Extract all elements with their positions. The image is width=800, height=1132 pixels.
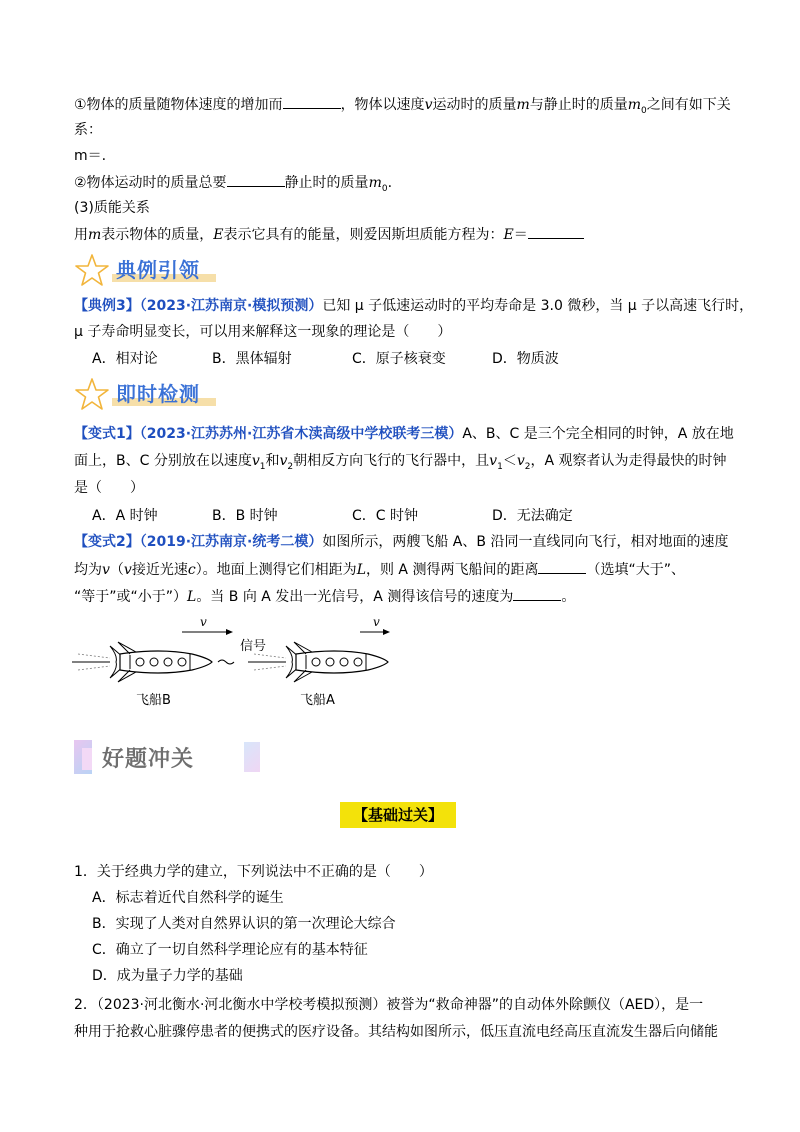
subscript: 1 <box>497 461 503 472</box>
text-segment: 和 <box>265 453 280 469</box>
text-segment: 均为 <box>74 562 102 578</box>
text-segment: 。当 B 向 A 发出一光信号，A 测得该信号的速度为 <box>196 589 514 605</box>
decor-block <box>82 748 92 770</box>
var-L: L <box>187 589 197 605</box>
subscript: 0 <box>641 105 647 116</box>
answer-blank[interactable] <box>283 94 341 109</box>
option-c[interactable]: C．原子核衰变 <box>352 351 446 367</box>
text-segment: ）。地面上测得它们相距为 <box>195 562 357 578</box>
spaceship-a-icon <box>248 642 388 682</box>
text-segment: 面上，B、C 分别放在以速度 <box>74 453 252 469</box>
option-b[interactable]: B．B 时钟 <box>212 508 278 524</box>
variant-line: 是（ ） <box>74 480 144 496</box>
text-segment: ，则 A 测得两飞船间的距离 <box>365 562 539 578</box>
example-tag: 【典例3】 <box>74 298 140 314</box>
option-d[interactable]: D．物质波 <box>492 351 559 367</box>
text-segment: A、B、C 是三个完全相同的时钟，A 放在地 <box>462 426 734 442</box>
text-segment: ＝ <box>513 227 528 243</box>
example-line <box>74 296 753 316</box>
source-label: （2019·江苏南京·统考二模） <box>139 534 323 550</box>
velocity-label-b: v <box>200 615 207 629</box>
subscript: 0 <box>381 183 388 194</box>
text-segment: . <box>387 175 393 191</box>
text-segment: 已知 μ 子低速运动时的平均寿命是 3.0 微秒，当 μ 子以高速飞行时， <box>322 298 754 314</box>
section-header-dianli <box>74 252 234 288</box>
example-line: μ 子寿命明显变长，可以用来解释这一现象的理论是（ ） <box>74 324 452 340</box>
text-segment: 朝相反方向飞行的飞行器中，且 <box>293 453 490 469</box>
option-b[interactable]: B．黑体辐射 <box>212 351 292 367</box>
less-than: ＜ <box>502 453 517 469</box>
var-L: L <box>356 562 366 578</box>
text-segment: 表示它具有的能量，则爱因斯坦质能方程为： <box>223 227 504 243</box>
question-stem: 种用于抢救心脏骤停患者的便携式的医疗设备。其结构如图所示，低压直流电经高压直流发生器后向储能 <box>74 1024 718 1040</box>
text-line <box>74 94 731 121</box>
var-v: v <box>123 562 132 578</box>
var-m0: m <box>627 97 642 113</box>
text-line <box>74 224 584 245</box>
option-c[interactable]: C．确立了一切自然科学理论应有的基本特征 <box>92 942 368 958</box>
text-segment: ①物体的质量随物体速度的增加而 <box>74 97 283 113</box>
var-m0: m <box>368 175 382 191</box>
source-label: （2023·江苏苏州·江苏省木渎高级中学校联考三模） <box>139 426 463 442</box>
variant-line <box>74 532 728 552</box>
text-segment: 之间有如下关 <box>646 97 731 113</box>
text-segment: 如图所示，两艘飞船 A、B 沿同一直线同向飞行，相对地面的速度 <box>322 534 729 550</box>
option-c[interactable]: C．C 时钟 <box>352 508 419 524</box>
text-segment: 静止时的质量 <box>284 175 369 191</box>
text-segment: （ <box>109 562 124 578</box>
variant-tag: 【变式1】 <box>74 426 140 442</box>
decor-block <box>244 742 260 772</box>
question-stem: 1．关于经典力学的建立，下列说法中不正确的是（ ） <box>74 864 433 880</box>
level-badge: 【基础过关】 <box>340 802 456 828</box>
var-v: v <box>102 562 110 578</box>
variant-tag: 【变式2】 <box>74 534 140 550</box>
var-v: v <box>424 97 433 113</box>
section-title: 典例引领 <box>116 258 200 282</box>
answer-blank[interactable] <box>513 586 561 601</box>
question-stem: 2．（2023·河北衡水·河北衡水中学校考模拟预测）被誉为“救命神器”的自动体外除颤仪（AED），是一 <box>74 997 704 1013</box>
option-b[interactable]: B．实现了人类对自然界认识的第一次理论大综合 <box>92 916 396 932</box>
ship-b-label: 飞船B <box>136 693 171 708</box>
text-segment: ，物体以速度 <box>340 97 425 113</box>
text-segment: 用 <box>74 227 88 243</box>
option-d[interactable]: D．无法确定 <box>492 508 573 524</box>
section-title: 好题冲关 <box>102 747 195 772</box>
option-a[interactable]: A．相对论 <box>92 351 158 367</box>
spaceship-b-icon <box>72 642 212 682</box>
answer-blank[interactable] <box>538 559 586 574</box>
text-segment: 运动时的质量 <box>432 97 517 113</box>
variant-line <box>74 586 575 607</box>
text-segment: 与静止时的质量 <box>529 97 628 113</box>
section-title: 即时检测 <box>116 382 200 406</box>
star-icon <box>74 376 110 412</box>
text-line <box>74 172 392 199</box>
text-segment: 接近光速 <box>131 562 188 578</box>
ship-a-label: 飞船A <box>300 693 335 708</box>
formula-line: m＝. <box>74 148 107 164</box>
var-m: m <box>516 97 530 113</box>
var-v1: v <box>489 453 498 469</box>
variant-line <box>74 424 734 444</box>
subscript: 1 <box>259 461 266 472</box>
text-segment: 表示物体的质量， <box>101 227 214 243</box>
var-v2: v <box>516 453 525 469</box>
section-header-haoti <box>74 738 264 778</box>
velocity-label-a: v <box>373 615 380 629</box>
signal-wave-icon <box>218 660 234 664</box>
variant-line <box>74 559 685 580</box>
spaceship-figure <box>70 612 390 712</box>
var-m: m <box>88 227 102 243</box>
source-label: （2023·江苏南京·模拟预测） <box>139 298 323 314</box>
var-E: E <box>213 227 224 243</box>
star-icon <box>74 252 110 288</box>
answer-blank[interactable] <box>528 224 584 239</box>
option-a[interactable]: A．A 时钟 <box>92 508 158 524</box>
text-segment: ，A 观察者认为走得最快的时钟 <box>530 453 727 469</box>
text-segment: ②物体运动时的质量总要 <box>74 175 227 191</box>
var-v1: v <box>251 453 260 469</box>
var-c: c <box>187 562 196 578</box>
text-segment: “等于”或“小于”） <box>74 589 188 605</box>
text-segment: （选填“大于”、 <box>586 562 685 578</box>
signal-label: 信号 <box>240 639 267 654</box>
option-d[interactable]: D．成为量子力学的基础 <box>92 968 243 984</box>
answer-blank[interactable] <box>227 172 285 187</box>
section-header-jishi <box>74 376 234 412</box>
option-a[interactable]: A．标志着近代自然科学的诞生 <box>92 890 284 906</box>
var-v2: v <box>279 453 288 469</box>
subscript: 2 <box>287 461 294 472</box>
subscript: 2 <box>524 461 531 472</box>
text-segment: 。 <box>561 589 576 605</box>
variant-line <box>74 451 727 477</box>
subsection-title: (3)质能关系 <box>74 200 150 216</box>
text-line: 系： <box>74 122 102 138</box>
var-E: E <box>503 227 514 243</box>
